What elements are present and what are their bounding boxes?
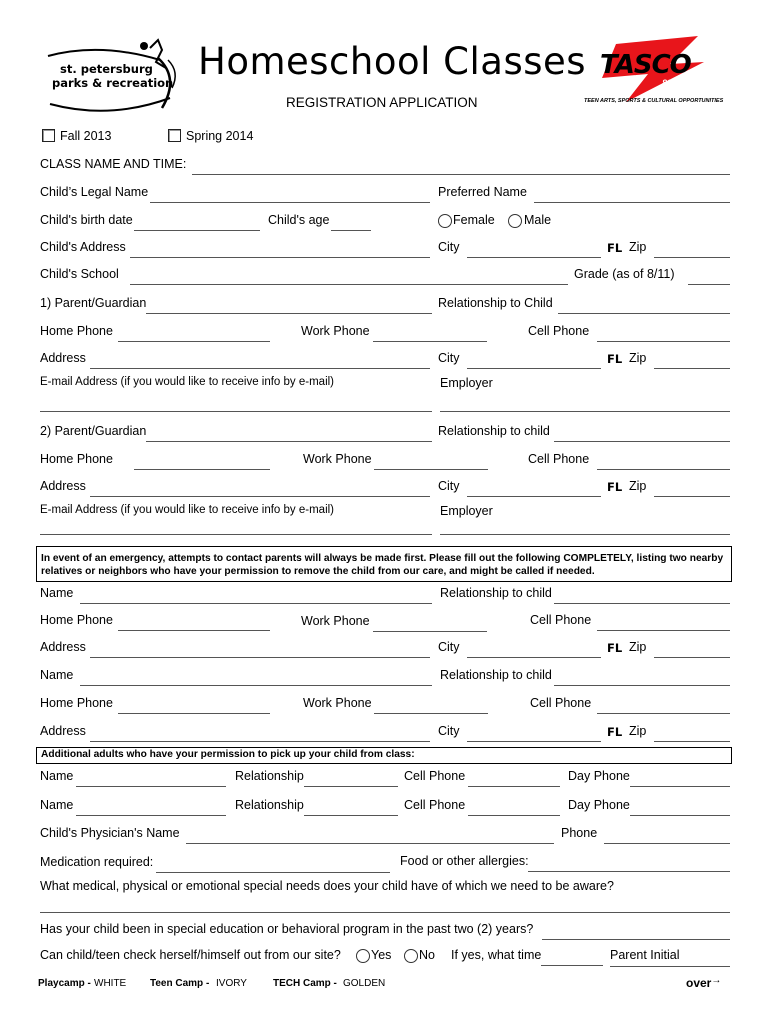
teencamp-label: Teen Camp - (150, 978, 210, 989)
physician-phone-field[interactable] (604, 843, 730, 844)
pickup2-day-field[interactable] (630, 815, 730, 816)
female-label: Female (453, 213, 495, 227)
pickup2-cell-label: Cell Phone (404, 798, 466, 812)
emergency1-city-field[interactable] (467, 657, 601, 658)
pickup1-name-field[interactable] (76, 786, 226, 787)
preferred-name-field[interactable] (534, 202, 730, 203)
emergency2-cell-phone-field[interactable] (597, 713, 730, 714)
class-name-time-field[interactable] (192, 174, 730, 175)
child-address-field[interactable] (130, 257, 430, 258)
special-needs-label: What medical, physical or emotional special needs does your child have of which we need to be aware? (40, 879, 614, 893)
female-radio[interactable] (438, 214, 452, 228)
parent1-title: 1) Parent/Guardian (40, 296, 147, 310)
parent2-email-field[interactable] (40, 534, 432, 535)
parent2-relationship-label: Relationship to child (438, 424, 550, 438)
physician-label: Child's Physician's Name (40, 826, 180, 840)
parent-initial-label: Parent Initial (610, 948, 680, 962)
emergency1-city-label: City (438, 640, 460, 654)
emergency1-cell-phone-label: Cell Phone (530, 613, 592, 627)
emergency-notice-box (36, 546, 732, 582)
pickup2-name-field[interactable] (76, 815, 226, 816)
emergency1-state: FL (607, 641, 623, 655)
parent2-name-field[interactable] (146, 441, 432, 442)
parent1-relationship-field[interactable] (558, 313, 730, 314)
parent1-state: FL (607, 352, 623, 366)
legal-name-field[interactable] (150, 202, 430, 203)
pickup1-relationship-label: Relationship (235, 769, 304, 783)
emergency1-zip-label: Zip (629, 640, 647, 654)
pickup2-cell-field[interactable] (468, 815, 560, 816)
parent1-zip-field[interactable] (654, 368, 730, 369)
parent1-work-phone-label: Work Phone (301, 324, 370, 338)
pickup-notice-box (36, 747, 732, 764)
parent2-city-field[interactable] (467, 496, 601, 497)
parent1-address-field[interactable] (90, 368, 430, 369)
pickup2-day-label: Day Phone (568, 798, 630, 812)
tasco-logo-name: TASCO (600, 50, 691, 80)
emergency1-address-label: Address (40, 640, 86, 654)
parent2-home-phone-field[interactable] (134, 469, 270, 470)
checkout-no-label: No (419, 948, 435, 962)
parent2-zip-field[interactable] (654, 496, 730, 497)
grade-field[interactable] (688, 284, 730, 285)
special-ed-field[interactable] (542, 939, 730, 940)
parent2-work-phone-field[interactable] (374, 469, 488, 470)
emergency1-work-phone-label: Work Phone (301, 614, 370, 628)
emergency2-relationship-field[interactable] (554, 685, 730, 686)
legal-name-label: Child’s Legal Name (40, 185, 149, 199)
pickup1-cell-label: Cell Phone (404, 769, 466, 783)
child-zip-label: Zip (629, 240, 647, 254)
emergency1-name-field[interactable] (80, 603, 432, 604)
emergency2-name-field[interactable] (80, 685, 432, 686)
pickup1-cell-field[interactable] (468, 786, 560, 787)
parent2-title: 2) Parent/Guardian (40, 424, 147, 438)
parent1-cell-phone-field[interactable] (597, 341, 730, 342)
parent1-relationship-label: Relationship to Child (438, 296, 553, 310)
allergies-label: Food or other allergies: (400, 854, 529, 868)
emergency1-relationship-label: Relationship to child (440, 586, 552, 600)
parent2-state: FL (607, 480, 623, 494)
parent1-cell-phone-label: Cell Phone (528, 324, 590, 338)
emergency2-state: FL (607, 725, 623, 739)
playcamp-label: Playcamp - (38, 978, 91, 989)
pickup1-relationship-field[interactable] (304, 786, 398, 787)
parent1-email-field[interactable] (40, 411, 432, 412)
parent1-home-phone-label: Home Phone (40, 324, 113, 338)
emergency2-zip-label: Zip (629, 724, 647, 738)
pickup1-day-label: Day Phone (568, 769, 630, 783)
child-state: FL (607, 241, 623, 255)
emergency2-name-label: Name (40, 668, 74, 682)
parent1-name-field[interactable] (146, 313, 432, 314)
parent2-cell-phone-field[interactable] (597, 469, 730, 470)
parks-logo-line2: parks & recreation (52, 76, 174, 90)
pickup-notice-text: Additional adults who have your permission to pick up your child from class: (41, 749, 415, 760)
emergency2-work-phone-field[interactable] (374, 713, 488, 714)
age-label: Child's age (268, 213, 330, 227)
emergency1-name-label: Name (40, 586, 74, 600)
parent1-employer-field[interactable] (440, 411, 730, 412)
parent1-city-label: City (438, 351, 460, 365)
emergency2-address-label: Address (40, 724, 86, 738)
over-text: over (686, 976, 712, 990)
parent2-email-label: E-mail Address (if you would like to receive info by e-mail) (40, 504, 335, 516)
parent2-zip-label: Zip (629, 479, 647, 493)
page-subtitle: REGISTRATION APPLICATION (286, 95, 478, 110)
emergency1-home-phone-label: Home Phone (40, 613, 113, 627)
playcamp-color: WHITE (94, 978, 127, 989)
parent2-cell-phone-label: Cell Phone (528, 452, 590, 466)
pickup1-name-label: Name (40, 769, 74, 783)
pickup2-relationship-field[interactable] (304, 815, 398, 816)
preferred-name-label: Preferred Name (438, 185, 527, 199)
school-field[interactable] (130, 284, 568, 285)
parent1-employer-label: Employer (440, 376, 493, 390)
emergency1-address-field[interactable] (90, 657, 430, 658)
child-address-label: Child's Address (40, 240, 126, 254)
emergency1-relationship-field[interactable] (554, 603, 730, 604)
emergency-notice-text: In event of an emergency, attempts to contact parents will always be made first. Please fill out the following COMPLETELY, listing two nearby relatives or neighbors who have your permission to remove the child from our care, and might be called if needed. (41, 553, 724, 577)
fall-label: Fall 2013 (60, 129, 112, 143)
emergency2-zip-field[interactable] (654, 741, 730, 742)
child-zip-field[interactable] (654, 257, 730, 258)
emergency2-city-field[interactable] (467, 741, 601, 742)
physician-phone-label: Phone (561, 826, 598, 840)
grade-label: Grade (as of 8/11) (574, 267, 675, 281)
techcamp-color: GOLDEN (343, 978, 386, 989)
male-radio[interactable] (508, 214, 522, 228)
checkout-yes-radio[interactable] (356, 949, 370, 963)
parent1-work-phone-field[interactable] (373, 341, 487, 342)
parent1-zip-label: Zip (629, 351, 647, 365)
emergency1-home-phone-field[interactable] (118, 630, 270, 631)
emergency1-zip-field[interactable] (654, 657, 730, 658)
checkout-no-radio[interactable] (404, 949, 418, 963)
emergency2-relationship-label: Relationship to child (440, 668, 552, 682)
allergies-field[interactable] (528, 871, 730, 872)
tasco-logo (584, 36, 724, 116)
checkout-yes-label: Yes (371, 948, 392, 962)
emergency2-cell-phone-label: Cell Phone (530, 696, 592, 710)
teencamp-color: IVORY (216, 978, 247, 989)
emergency2-city-label: City (438, 724, 460, 738)
parent1-address-label: Address (40, 351, 86, 365)
techcamp-label: TECH Camp - (273, 978, 337, 989)
parent2-employer-label: Employer (440, 504, 493, 518)
emergency2-home-phone-field[interactable] (118, 713, 270, 714)
parent1-home-phone-field[interactable] (118, 341, 270, 342)
special-ed-label: Has your child been in special education or behavioral program in the past two (2) years? (40, 922, 534, 936)
emergency2-home-phone-label: Home Phone (40, 696, 113, 710)
parks-logo-line1: st. petersburg (60, 62, 153, 76)
emergency2-work-phone-label: Work Phone (303, 696, 372, 710)
birth-date-field[interactable] (134, 230, 260, 231)
pickup2-name-label: Name (40, 798, 74, 812)
child-city-label: City (438, 240, 460, 254)
birth-date-label: Child's birth date (40, 213, 133, 227)
tasco-logo-tagline: TEEN ARTS, SPORTS & CULTURAL OPPORTUNITIES (584, 98, 724, 104)
page-title: Homeschool Classes (198, 40, 587, 83)
spring-label: Spring 2014 (186, 129, 254, 143)
fall-checkbox[interactable] (42, 129, 55, 142)
medication-label: Medication required: (40, 855, 154, 869)
spring-checkbox[interactable] (168, 129, 181, 142)
parent2-home-phone-label: Home Phone (40, 452, 113, 466)
parent2-address-field[interactable] (90, 496, 430, 497)
parent2-address-label: Address (40, 479, 86, 493)
emergency1-cell-phone-field[interactable] (597, 630, 730, 631)
medication-field[interactable] (156, 872, 390, 873)
tasco-logo-phone: 892-5060 (662, 78, 701, 88)
over-arrow-icon: → (711, 975, 722, 986)
parent1-email-label: E-mail Address (if you would like to receive info by e-mail) (40, 376, 335, 388)
emergency2-address-field[interactable] (90, 741, 430, 742)
pickup1-day-field[interactable] (630, 786, 730, 787)
age-field[interactable] (331, 230, 371, 231)
checkout-time-field[interactable] (541, 965, 603, 966)
class-name-time-label: CLASS NAME AND TIME: (40, 157, 187, 171)
checkout-label: Can child/teen check herself/himself out from our site? (40, 948, 341, 962)
male-label: Male (524, 213, 552, 227)
parent1-city-field[interactable] (467, 368, 601, 369)
school-label: Child's School (40, 267, 119, 281)
parent2-work-phone-label: Work Phone (303, 452, 372, 466)
pickup2-relationship-label: Relationship (235, 798, 304, 812)
parent2-relationship-field[interactable] (554, 441, 730, 442)
checkout-time-label: If yes, what time (451, 948, 542, 962)
parent2-city-label: City (438, 479, 460, 493)
parks-logo (40, 38, 190, 118)
parent-initial-field[interactable] (610, 966, 730, 967)
emergency1-work-phone-field[interactable] (373, 631, 487, 632)
special-needs-field[interactable] (40, 912, 730, 913)
physician-field[interactable] (186, 843, 554, 844)
child-city-field[interactable] (467, 257, 601, 258)
over-label (686, 975, 721, 990)
parent2-employer-field[interactable] (440, 534, 730, 535)
